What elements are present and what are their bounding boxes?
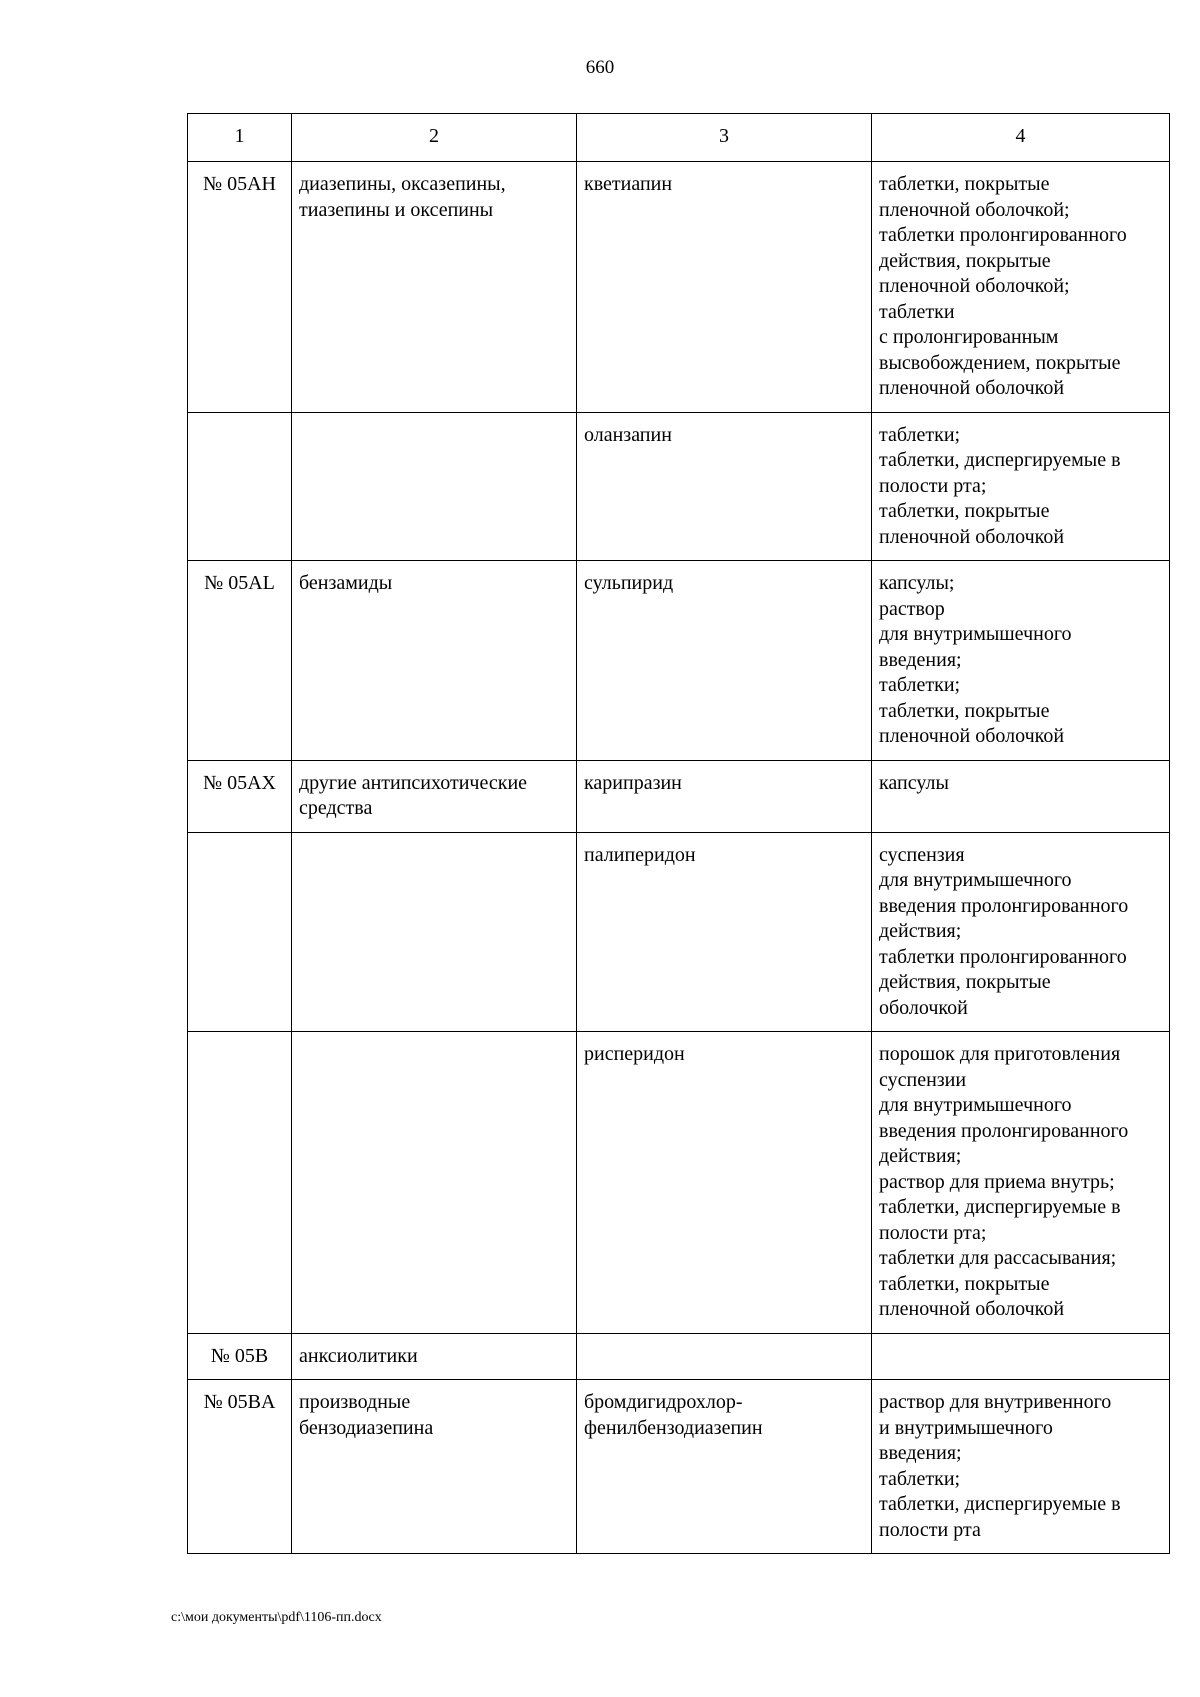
group-cell: производные бензодиазепина xyxy=(292,1380,577,1554)
drug-cell: бромдигидрохлор- фенилбензодиазепин xyxy=(577,1380,872,1554)
drug-cell: сульпирид xyxy=(577,561,872,761)
group-cell xyxy=(292,1032,577,1334)
group-cell: диазепины, оксазепины, тиазепины и оксепины xyxy=(292,162,577,413)
forms-cell: раствор для внутривенного и внутримышечного введения; таблетки; таблетки, диспергируемые в полости рта xyxy=(872,1380,1170,1554)
group-cell: анксиолитики xyxy=(292,1333,577,1380)
table-row xyxy=(188,832,1170,1032)
drug-cell: рисперидон xyxy=(577,1032,872,1334)
atc-code-cell xyxy=(188,412,292,561)
file-path-footer: c:\мои документы\pdf\1106-пп.docx xyxy=(171,1610,382,1625)
drug-cell: кветиапин xyxy=(577,162,872,413)
forms-cell: капсулы; раствор для внутримышечного введения; таблетки; таблетки, покрытые пленочной оболочкой xyxy=(872,561,1170,761)
atc-code-cell: № 05AH xyxy=(188,162,292,413)
group-cell: бензамиды xyxy=(292,561,577,761)
table-header-row xyxy=(188,114,1170,162)
forms-cell: капсулы xyxy=(872,760,1170,832)
header-col-2: 2 xyxy=(292,114,577,162)
table-row xyxy=(188,561,1170,761)
atc-code-cell: № 05B xyxy=(188,1333,292,1380)
group-cell: другие антипсихотические средства xyxy=(292,760,577,832)
table-row xyxy=(188,1032,1170,1334)
header-col-1: 1 xyxy=(188,114,292,162)
atc-code-cell: № 05AX xyxy=(188,760,292,832)
page-number: 660 xyxy=(585,57,615,78)
atc-code-cell xyxy=(188,832,292,1032)
drug-cell xyxy=(577,1333,872,1380)
atc-code-cell: № 05BA xyxy=(188,1380,292,1554)
header-col-3: 3 xyxy=(577,114,872,162)
atc-code-cell xyxy=(188,1032,292,1334)
forms-cell: таблетки; таблетки, диспергируемые в полости рта; таблетки, покрытые пленочной оболочкой xyxy=(872,412,1170,561)
drug-cell: карипразин xyxy=(577,760,872,832)
forms-cell: порошок для приготовления суспензии для внутримышечного введения пролонгированного действия; раствор для приема внутрь; таблетки, диспергируемые в полости рта; таблетки для рассасывания; таблетки, покрытые пленочной оболочкой xyxy=(872,1032,1170,1334)
table-row xyxy=(188,760,1170,832)
table-row xyxy=(188,1380,1170,1554)
group-cell xyxy=(292,412,577,561)
atc-code-cell: № 05AL xyxy=(188,561,292,761)
table-row xyxy=(188,412,1170,561)
drug-cell: палиперидон xyxy=(577,832,872,1032)
table-row xyxy=(188,1333,1170,1380)
header-col-4: 4 xyxy=(872,114,1170,162)
forms-cell: суспензия для внутримышечного введения пролонгированного действия; таблетки пролонгированного действия, покрытые оболочкой xyxy=(872,832,1170,1032)
drug-table xyxy=(187,113,1170,1554)
table-row xyxy=(188,162,1170,413)
forms-cell: таблетки, покрытые пленочной оболочкой; таблетки пролонгированного действия, покрытые пленочной оболочкой; таблетки с пролонгированным высвобождением, покрытые пленочной оболочкой xyxy=(872,162,1170,413)
group-cell xyxy=(292,832,577,1032)
forms-cell xyxy=(872,1333,1170,1380)
drug-cell: оланзапин xyxy=(577,412,872,561)
